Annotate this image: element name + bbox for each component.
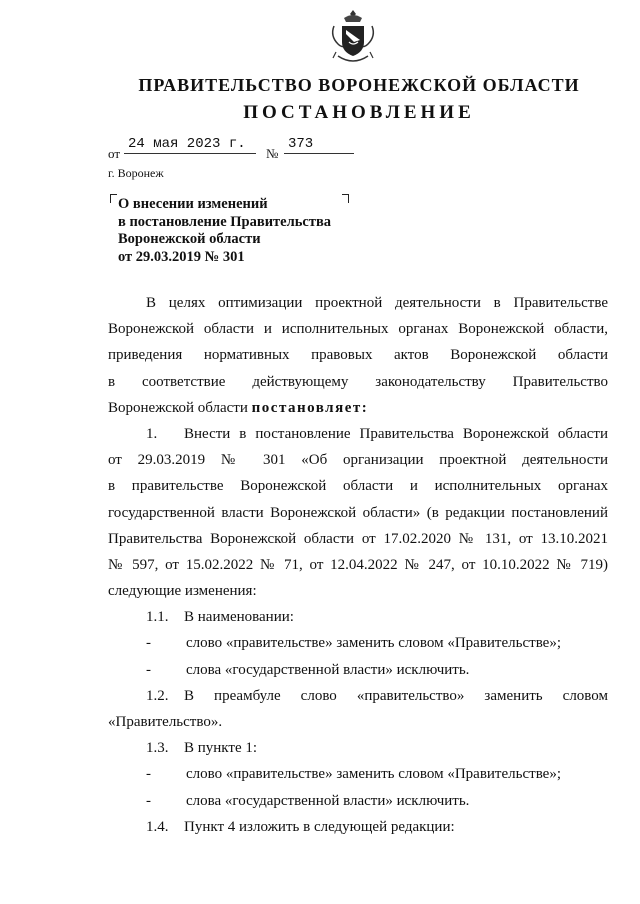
subitem-number: 1.2.	[146, 687, 169, 704]
document-body	[108, 290, 608, 840]
number-prefix: №	[266, 146, 279, 161]
subitem-text: В пункте 1:	[184, 740, 258, 757]
organization-title: ПРАВИТЕЛЬСТВО ВОРОНЕЖСКОЙ ОБЛАСТИ	[138, 75, 580, 95]
document-type: ПОСТАНОВЛЕНИЕ	[243, 102, 475, 123]
subject-line: от 29.03.2019 № 301	[118, 248, 245, 265]
item-1-text: Внести в постановление Правительства Воронежской области	[184, 425, 608, 442]
subject-line: О внесении изменений	[118, 196, 268, 212]
preamble-line: приведения нормативных правовых актов Воронежской области	[108, 347, 608, 364]
subitem-number: 1.1.	[146, 609, 169, 626]
preamble-last-text: Воронежской области	[108, 399, 248, 416]
dash-item	[108, 657, 608, 683]
subitem-number: 1.4.	[146, 818, 169, 835]
subitem-1-2-cont: «Правительство».	[108, 714, 223, 730]
subject-line: в постановление Правительства	[118, 213, 332, 230]
dash-item-text: слово «правительстве» заменить словом «Правительстве»;	[186, 766, 562, 783]
subitem-1-3	[108, 735, 608, 761]
document-date: 24 мая 2023 г.	[124, 136, 256, 154]
subitem-1-4	[108, 814, 608, 840]
dash-item-text: слово «правительстве» заменить словом «Правительстве»;	[186, 635, 562, 652]
item-1-line: в правительстве Воронежской области и исполнительных органах	[108, 478, 608, 495]
coat-of-arms-emblem	[328, 8, 378, 68]
subject-line: Воронежской области	[118, 231, 261, 247]
item-number: 1.	[146, 425, 158, 442]
city-line: г. Воронеж	[108, 166, 164, 180]
dash-item-text: слова «государственной власти» исключить.	[186, 792, 470, 809]
preamble-last-line	[108, 395, 608, 421]
item-1-first-line	[108, 421, 608, 447]
subitem-1-2	[108, 683, 608, 709]
dash-marker: -	[146, 766, 151, 783]
decree-word: постановляет:	[251, 399, 369, 416]
dash-marker: -	[146, 635, 151, 652]
item-1-line: государственной власти Воронежской области» (в редакции постановлений	[108, 504, 608, 521]
subitem-text: В наименовании:	[184, 609, 294, 626]
dash-item	[108, 788, 608, 814]
dash-item-text: слова «государственной власти» исключить.	[186, 661, 470, 678]
subitem-1-1	[108, 604, 608, 630]
subitem-text: В преамбуле слово «правительство» заменить словом	[184, 687, 608, 704]
subject-block	[118, 196, 358, 266]
subject-bracket-left	[110, 194, 117, 203]
dash-marker: -	[146, 661, 151, 678]
item-1-line: следующие изменения:	[108, 583, 257, 600]
item-1-line: от 29.03.2019 № 301 «Об организации проектной деятельности	[108, 452, 608, 469]
preamble-line: Воронежской области и исполнительных органах Воронежской области,	[108, 321, 608, 338]
date-prefix: от	[108, 146, 121, 161]
subitem-text: Пункт 4 изложить в следующей редакции:	[184, 818, 455, 835]
dash-marker: -	[146, 792, 151, 809]
item-1-line: Правительства Воронежской области от 17.02.2020 № 131, от 13.10.2021	[108, 530, 608, 547]
preamble-line: В целях оптимизации проектной деятельности в Правительстве	[146, 295, 608, 311]
preamble-line: в соответствие действующему законодательству Правительство	[108, 373, 608, 390]
subitem-number: 1.3.	[146, 740, 169, 757]
document-number: 373	[284, 136, 354, 154]
dash-item	[108, 761, 608, 787]
item-1-line: № 597, от 15.02.2022 № 71, от 12.04.2022 № 247, от 10.10.2022 № 719)	[108, 556, 608, 573]
dash-item	[108, 630, 608, 656]
